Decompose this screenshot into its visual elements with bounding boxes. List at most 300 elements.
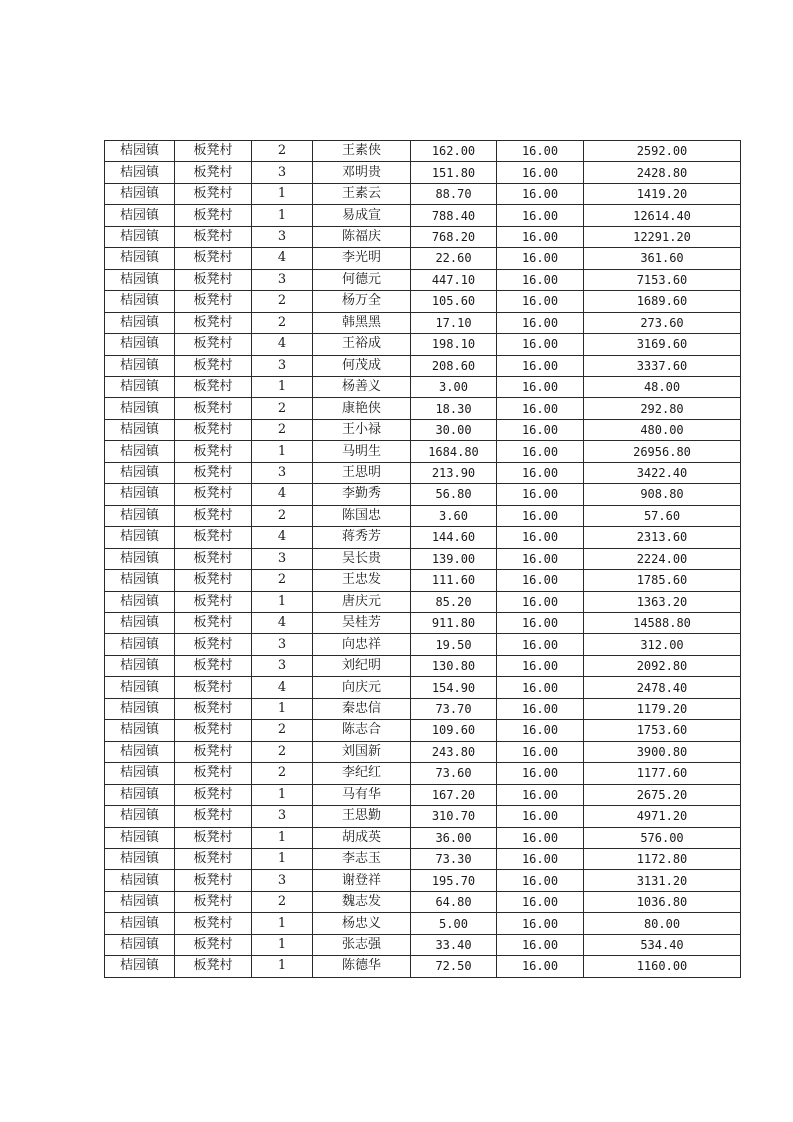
cell-amount: 3169.60: [584, 334, 741, 355]
cell-rate: 16.00: [497, 763, 584, 784]
cell-name: 谢登祥: [313, 870, 411, 891]
cell-village: 板凳村: [175, 741, 252, 762]
table-row: [105, 848, 741, 869]
cell-area: 130.80: [411, 655, 497, 676]
cell-amount: 908.80: [584, 484, 741, 505]
table-row: [105, 162, 741, 183]
cell-town: 桔园镇: [105, 570, 175, 591]
cell-town: 桔园镇: [105, 870, 175, 891]
cell-rate: 16.00: [497, 934, 584, 955]
cell-amount: 4971.20: [584, 806, 741, 827]
cell-village: 板凳村: [175, 462, 252, 483]
cell-group: 2: [252, 891, 313, 912]
cell-group: 2: [252, 720, 313, 741]
cell-group: 1: [252, 183, 313, 204]
cell-area: 56.80: [411, 484, 497, 505]
cell-rate: 16.00: [497, 634, 584, 655]
cell-name: 陈志合: [313, 720, 411, 741]
table-row: [105, 806, 741, 827]
cell-rate: 16.00: [497, 677, 584, 698]
cell-village: 板凳村: [175, 269, 252, 290]
cell-town: 桔园镇: [105, 462, 175, 483]
table-row: [105, 677, 741, 698]
cell-rate: 16.00: [497, 870, 584, 891]
cell-name: 陈福庆: [313, 226, 411, 247]
table-row: [105, 827, 741, 848]
cell-rate: 16.00: [497, 398, 584, 419]
cell-town: 桔园镇: [105, 183, 175, 204]
cell-town: 桔园镇: [105, 677, 175, 698]
table-row: [105, 891, 741, 912]
table-row: [105, 570, 741, 591]
cell-area: 154.90: [411, 677, 497, 698]
cell-group: 1: [252, 913, 313, 934]
cell-area: 151.80: [411, 162, 497, 183]
cell-name: 马明生: [313, 441, 411, 462]
cell-rate: 16.00: [497, 419, 584, 440]
cell-village: 板凳村: [175, 698, 252, 719]
table-row: [105, 355, 741, 376]
cell-name: 李光明: [313, 248, 411, 269]
cell-group: 2: [252, 763, 313, 784]
table-row: [105, 334, 741, 355]
cell-amount: 1419.20: [584, 183, 741, 204]
cell-village: 板凳村: [175, 655, 252, 676]
cell-name: 马有华: [313, 784, 411, 805]
cell-name: 邓明贵: [313, 162, 411, 183]
cell-village: 板凳村: [175, 419, 252, 440]
cell-rate: 16.00: [497, 570, 584, 591]
table-row: [105, 291, 741, 312]
cell-name: 陈德华: [313, 956, 411, 977]
cell-village: 板凳村: [175, 183, 252, 204]
cell-village: 板凳村: [175, 291, 252, 312]
cell-name: 吴桂芳: [313, 612, 411, 633]
cell-name: 王思勤: [313, 806, 411, 827]
cell-town: 桔园镇: [105, 655, 175, 676]
cell-area: 72.50: [411, 956, 497, 977]
table-row: [105, 870, 741, 891]
table-row: [105, 248, 741, 269]
cell-town: 桔园镇: [105, 806, 175, 827]
cell-area: 36.00: [411, 827, 497, 848]
table-row: [105, 720, 741, 741]
cell-area: 73.60: [411, 763, 497, 784]
cell-name: 向忠祥: [313, 634, 411, 655]
cell-amount: 312.00: [584, 634, 741, 655]
cell-town: 桔园镇: [105, 913, 175, 934]
cell-village: 板凳村: [175, 548, 252, 569]
table-row: [105, 934, 741, 955]
cell-town: 桔园镇: [105, 441, 175, 462]
cell-area: 33.40: [411, 934, 497, 955]
table-row: [105, 462, 741, 483]
cell-group: 3: [252, 870, 313, 891]
cell-rate: 16.00: [497, 527, 584, 548]
cell-village: 板凳村: [175, 806, 252, 827]
cell-town: 桔园镇: [105, 505, 175, 526]
cell-amount: 12291.20: [584, 226, 741, 247]
table-row: [105, 419, 741, 440]
cell-area: 208.60: [411, 355, 497, 376]
cell-name: 康艳侠: [313, 398, 411, 419]
cell-name: 王忠发: [313, 570, 411, 591]
cell-village: 板凳村: [175, 634, 252, 655]
cell-village: 板凳村: [175, 527, 252, 548]
cell-amount: 2592.00: [584, 141, 741, 162]
cell-area: 788.40: [411, 205, 497, 226]
cell-village: 板凳村: [175, 205, 252, 226]
cell-name: 王思明: [313, 462, 411, 483]
cell-group: 1: [252, 698, 313, 719]
cell-amount: 57.60: [584, 505, 741, 526]
cell-group: 1: [252, 376, 313, 397]
cell-amount: 1179.20: [584, 698, 741, 719]
table-row: [105, 548, 741, 569]
cell-town: 桔园镇: [105, 827, 175, 848]
cell-village: 板凳村: [175, 484, 252, 505]
cell-amount: 273.60: [584, 312, 741, 333]
cell-amount: 2675.20: [584, 784, 741, 805]
cell-area: 167.20: [411, 784, 497, 805]
cell-rate: 16.00: [497, 784, 584, 805]
cell-village: 板凳村: [175, 570, 252, 591]
table-row: [105, 634, 741, 655]
cell-village: 板凳村: [175, 934, 252, 955]
cell-group: 4: [252, 527, 313, 548]
cell-village: 板凳村: [175, 505, 252, 526]
table-row: [105, 141, 741, 162]
cell-rate: 16.00: [497, 655, 584, 676]
cell-village: 板凳村: [175, 312, 252, 333]
cell-amount: 1753.60: [584, 720, 741, 741]
cell-name: 韩黑黑: [313, 312, 411, 333]
cell-name: 何德元: [313, 269, 411, 290]
table-row: [105, 376, 741, 397]
cell-amount: 1172.80: [584, 848, 741, 869]
cell-town: 桔园镇: [105, 956, 175, 977]
cell-group: 3: [252, 548, 313, 569]
cell-rate: 16.00: [497, 956, 584, 977]
cell-amount: 7153.60: [584, 269, 741, 290]
cell-area: 911.80: [411, 612, 497, 633]
cell-group: 2: [252, 141, 313, 162]
cell-name: 杨善义: [313, 376, 411, 397]
cell-area: 3.60: [411, 505, 497, 526]
cell-town: 桔园镇: [105, 376, 175, 397]
cell-area: 198.10: [411, 334, 497, 355]
cell-town: 桔园镇: [105, 248, 175, 269]
cell-village: 板凳村: [175, 612, 252, 633]
cell-area: 243.80: [411, 741, 497, 762]
cell-rate: 16.00: [497, 720, 584, 741]
cell-town: 桔园镇: [105, 398, 175, 419]
cell-town: 桔园镇: [105, 141, 175, 162]
cell-village: 板凳村: [175, 956, 252, 977]
table-row: [105, 655, 741, 676]
cell-group: 4: [252, 334, 313, 355]
cell-name: 杨忠义: [313, 913, 411, 934]
cell-area: 768.20: [411, 226, 497, 247]
cell-name: 唐庆元: [313, 591, 411, 612]
cell-village: 板凳村: [175, 376, 252, 397]
cell-name: 何茂成: [313, 355, 411, 376]
cell-name: 秦忠信: [313, 698, 411, 719]
cell-group: 1: [252, 591, 313, 612]
table-body: [105, 141, 741, 978]
cell-name: 向庆元: [313, 677, 411, 698]
table-row: [105, 484, 741, 505]
cell-rate: 16.00: [497, 741, 584, 762]
cell-village: 板凳村: [175, 334, 252, 355]
cell-rate: 16.00: [497, 612, 584, 633]
table-row: [105, 698, 741, 719]
cell-rate: 16.00: [497, 334, 584, 355]
cell-group: 2: [252, 312, 313, 333]
cell-group: 3: [252, 634, 313, 655]
table-row: [105, 591, 741, 612]
cell-area: 144.60: [411, 527, 497, 548]
cell-rate: 16.00: [497, 269, 584, 290]
cell-group: 1: [252, 441, 313, 462]
cell-group: 1: [252, 848, 313, 869]
cell-group: 2: [252, 398, 313, 419]
cell-rate: 16.00: [497, 806, 584, 827]
table-row: [105, 505, 741, 526]
cell-town: 桔园镇: [105, 612, 175, 633]
cell-town: 桔园镇: [105, 698, 175, 719]
cell-village: 板凳村: [175, 848, 252, 869]
table-row: [105, 398, 741, 419]
cell-group: 4: [252, 612, 313, 633]
cell-town: 桔园镇: [105, 934, 175, 955]
cell-rate: 16.00: [497, 591, 584, 612]
cell-area: 30.00: [411, 419, 497, 440]
cell-area: 73.30: [411, 848, 497, 869]
cell-area: 213.90: [411, 462, 497, 483]
table-row: [105, 527, 741, 548]
cell-rate: 16.00: [497, 848, 584, 869]
table-row: [105, 226, 741, 247]
cell-amount: 576.00: [584, 827, 741, 848]
cell-village: 板凳村: [175, 398, 252, 419]
cell-group: 4: [252, 484, 313, 505]
cell-town: 桔园镇: [105, 741, 175, 762]
table-row: [105, 441, 741, 462]
table-row: [105, 183, 741, 204]
cell-amount: 3337.60: [584, 355, 741, 376]
cell-area: 1684.80: [411, 441, 497, 462]
cell-village: 板凳村: [175, 441, 252, 462]
cell-name: 刘纪明: [313, 655, 411, 676]
cell-amount: 361.60: [584, 248, 741, 269]
table-row: [105, 741, 741, 762]
cell-group: 3: [252, 806, 313, 827]
cell-area: 73.70: [411, 698, 497, 719]
cell-name: 张志强: [313, 934, 411, 955]
cell-area: 310.70: [411, 806, 497, 827]
cell-town: 桔园镇: [105, 355, 175, 376]
cell-area: 19.50: [411, 634, 497, 655]
cell-area: 17.10: [411, 312, 497, 333]
cell-town: 桔园镇: [105, 291, 175, 312]
cell-rate: 16.00: [497, 484, 584, 505]
cell-rate: 16.00: [497, 376, 584, 397]
cell-rate: 16.00: [497, 312, 584, 333]
cell-amount: 2224.00: [584, 548, 741, 569]
cell-amount: 2092.80: [584, 655, 741, 676]
cell-area: 162.00: [411, 141, 497, 162]
cell-group: 1: [252, 784, 313, 805]
table-row: [105, 956, 741, 977]
cell-name: 魏志发: [313, 891, 411, 912]
cell-village: 板凳村: [175, 913, 252, 934]
cell-town: 桔园镇: [105, 269, 175, 290]
cell-town: 桔园镇: [105, 591, 175, 612]
cell-amount: 480.00: [584, 419, 741, 440]
cell-amount: 2478.40: [584, 677, 741, 698]
cell-name: 胡成英: [313, 827, 411, 848]
cell-amount: 1689.60: [584, 291, 741, 312]
cell-rate: 16.00: [497, 548, 584, 569]
cell-rate: 16.00: [497, 248, 584, 269]
cell-rate: 16.00: [497, 226, 584, 247]
cell-group: 2: [252, 505, 313, 526]
cell-town: 桔园镇: [105, 720, 175, 741]
cell-amount: 292.80: [584, 398, 741, 419]
cell-village: 板凳村: [175, 891, 252, 912]
table-row: [105, 763, 741, 784]
cell-rate: 16.00: [497, 827, 584, 848]
cell-village: 板凳村: [175, 827, 252, 848]
cell-rate: 16.00: [497, 913, 584, 934]
cell-town: 桔园镇: [105, 548, 175, 569]
cell-name: 刘国新: [313, 741, 411, 762]
cell-group: 1: [252, 205, 313, 226]
cell-amount: 3131.20: [584, 870, 741, 891]
cell-village: 板凳村: [175, 248, 252, 269]
cell-amount: 1160.00: [584, 956, 741, 977]
cell-amount: 80.00: [584, 913, 741, 934]
cell-group: 1: [252, 934, 313, 955]
cell-town: 桔园镇: [105, 848, 175, 869]
cell-rate: 16.00: [497, 891, 584, 912]
cell-amount: 48.00: [584, 376, 741, 397]
cell-town: 桔园镇: [105, 419, 175, 440]
cell-name: 王素侠: [313, 141, 411, 162]
cell-village: 板凳村: [175, 677, 252, 698]
cell-name: 李纪红: [313, 763, 411, 784]
cell-group: 3: [252, 269, 313, 290]
cell-area: 109.60: [411, 720, 497, 741]
cell-name: 杨万全: [313, 291, 411, 312]
cell-town: 桔园镇: [105, 763, 175, 784]
table-row: [105, 784, 741, 805]
cell-town: 桔园镇: [105, 226, 175, 247]
cell-town: 桔园镇: [105, 527, 175, 548]
cell-village: 板凳村: [175, 226, 252, 247]
cell-rate: 16.00: [497, 505, 584, 526]
cell-area: 18.30: [411, 398, 497, 419]
cell-rate: 16.00: [497, 462, 584, 483]
table-row: [105, 205, 741, 226]
cell-amount: 2313.60: [584, 527, 741, 548]
subsidy-table: [104, 140, 741, 978]
cell-amount: 3422.40: [584, 462, 741, 483]
cell-group: 1: [252, 827, 313, 848]
table-row: [105, 312, 741, 333]
cell-area: 105.60: [411, 291, 497, 312]
cell-amount: 534.40: [584, 934, 741, 955]
cell-group: 3: [252, 355, 313, 376]
cell-town: 桔园镇: [105, 634, 175, 655]
cell-amount: 3900.80: [584, 741, 741, 762]
cell-amount: 2428.80: [584, 162, 741, 183]
cell-name: 蒋秀芳: [313, 527, 411, 548]
cell-group: 3: [252, 655, 313, 676]
cell-village: 板凳村: [175, 141, 252, 162]
cell-town: 桔园镇: [105, 162, 175, 183]
cell-village: 板凳村: [175, 870, 252, 891]
cell-rate: 16.00: [497, 162, 584, 183]
cell-group: 3: [252, 226, 313, 247]
cell-group: 4: [252, 677, 313, 698]
cell-group: 1: [252, 956, 313, 977]
cell-town: 桔园镇: [105, 891, 175, 912]
cell-amount: 1177.60: [584, 763, 741, 784]
cell-name: 陈国忠: [313, 505, 411, 526]
table-row: [105, 612, 741, 633]
cell-group: 3: [252, 462, 313, 483]
cell-amount: 26956.80: [584, 441, 741, 462]
cell-group: 3: [252, 162, 313, 183]
cell-village: 板凳村: [175, 162, 252, 183]
cell-area: 447.10: [411, 269, 497, 290]
cell-area: 5.00: [411, 913, 497, 934]
cell-area: 111.60: [411, 570, 497, 591]
cell-name: 吴长贵: [313, 548, 411, 569]
cell-area: 88.70: [411, 183, 497, 204]
cell-rate: 16.00: [497, 698, 584, 719]
cell-village: 板凳村: [175, 784, 252, 805]
cell-area: 195.70: [411, 870, 497, 891]
table-row: [105, 913, 741, 934]
cell-amount: 1785.60: [584, 570, 741, 591]
cell-name: 易成宣: [313, 205, 411, 226]
cell-amount: 12614.40: [584, 205, 741, 226]
cell-village: 板凳村: [175, 591, 252, 612]
cell-name: 王素云: [313, 183, 411, 204]
cell-amount: 1036.80: [584, 891, 741, 912]
cell-name: 李勤秀: [313, 484, 411, 505]
cell-village: 板凳村: [175, 763, 252, 784]
cell-town: 桔园镇: [105, 334, 175, 355]
cell-rate: 16.00: [497, 141, 584, 162]
cell-town: 桔园镇: [105, 484, 175, 505]
table-row: [105, 269, 741, 290]
cell-village: 板凳村: [175, 720, 252, 741]
cell-rate: 16.00: [497, 205, 584, 226]
cell-name: 王小禄: [313, 419, 411, 440]
cell-town: 桔园镇: [105, 784, 175, 805]
cell-group: 2: [252, 419, 313, 440]
cell-group: 2: [252, 741, 313, 762]
cell-area: 3.00: [411, 376, 497, 397]
cell-group: 4: [252, 248, 313, 269]
cell-village: 板凳村: [175, 355, 252, 376]
cell-rate: 16.00: [497, 183, 584, 204]
cell-name: 王裕成: [313, 334, 411, 355]
